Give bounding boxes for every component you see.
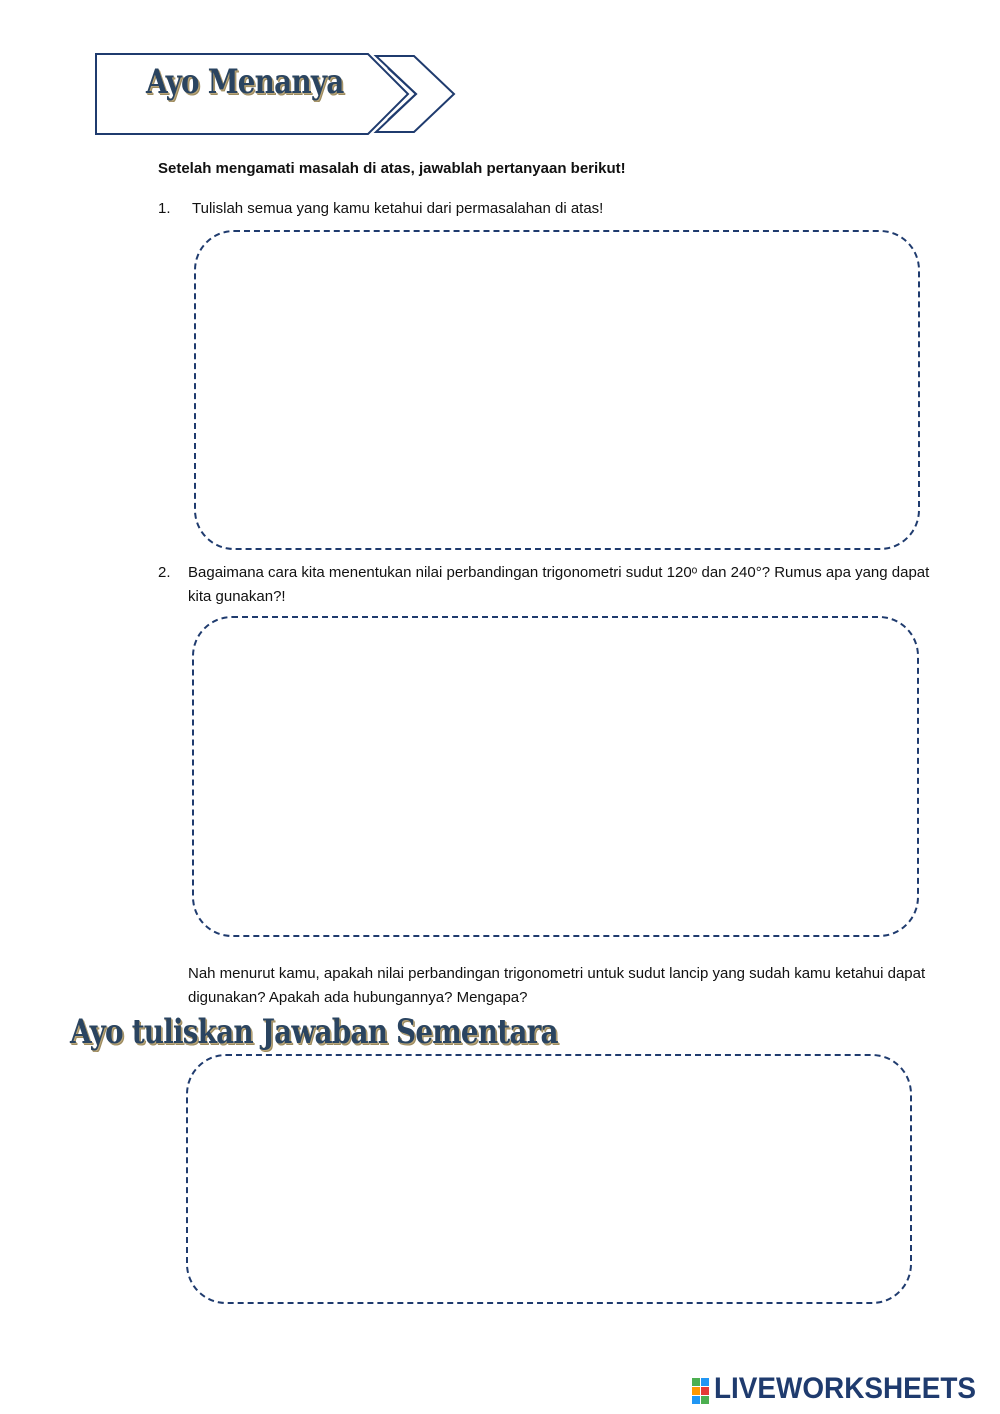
logo-text: LIVEWORKSHEETS [714, 1372, 976, 1405]
logo-cubes-icon [692, 1378, 710, 1404]
question-1-number: 1. [158, 200, 171, 217]
answer-box-1[interactable] [194, 230, 920, 550]
banner-title: Ayo Menanya [146, 62, 344, 102]
liveworksheets-logo [692, 1372, 992, 1408]
followup-question-text: Nah menurut kamu, apakah nilai perbandingan trigonometri untuk sudut lancip yang sudah kamu ketahui dapat digunakan? Apakah ada hubungannya? Mengapa? [188, 965, 926, 1006]
answer-box-2[interactable] [192, 616, 919, 937]
question-1-text: Tulislah semua yang kamu ketahui dari permasalahan di atas! [192, 200, 604, 217]
question-2-text: Bagaimana cara kita menentukan nilai perbandingan trigonometri sudut 120ᵒ dan 240°? Rumus apa yang dapat kita gunakan?! [188, 564, 930, 605]
instruction-text: Setelah mengamati masalah di atas, jawablah pertanyaan berikut! [158, 160, 626, 177]
answer-box-3[interactable] [186, 1054, 912, 1304]
question-2-number: 2. [158, 564, 171, 581]
section-title-jawaban-sementara: Ayo tuliskan Jawaban Sementara [70, 1012, 558, 1052]
